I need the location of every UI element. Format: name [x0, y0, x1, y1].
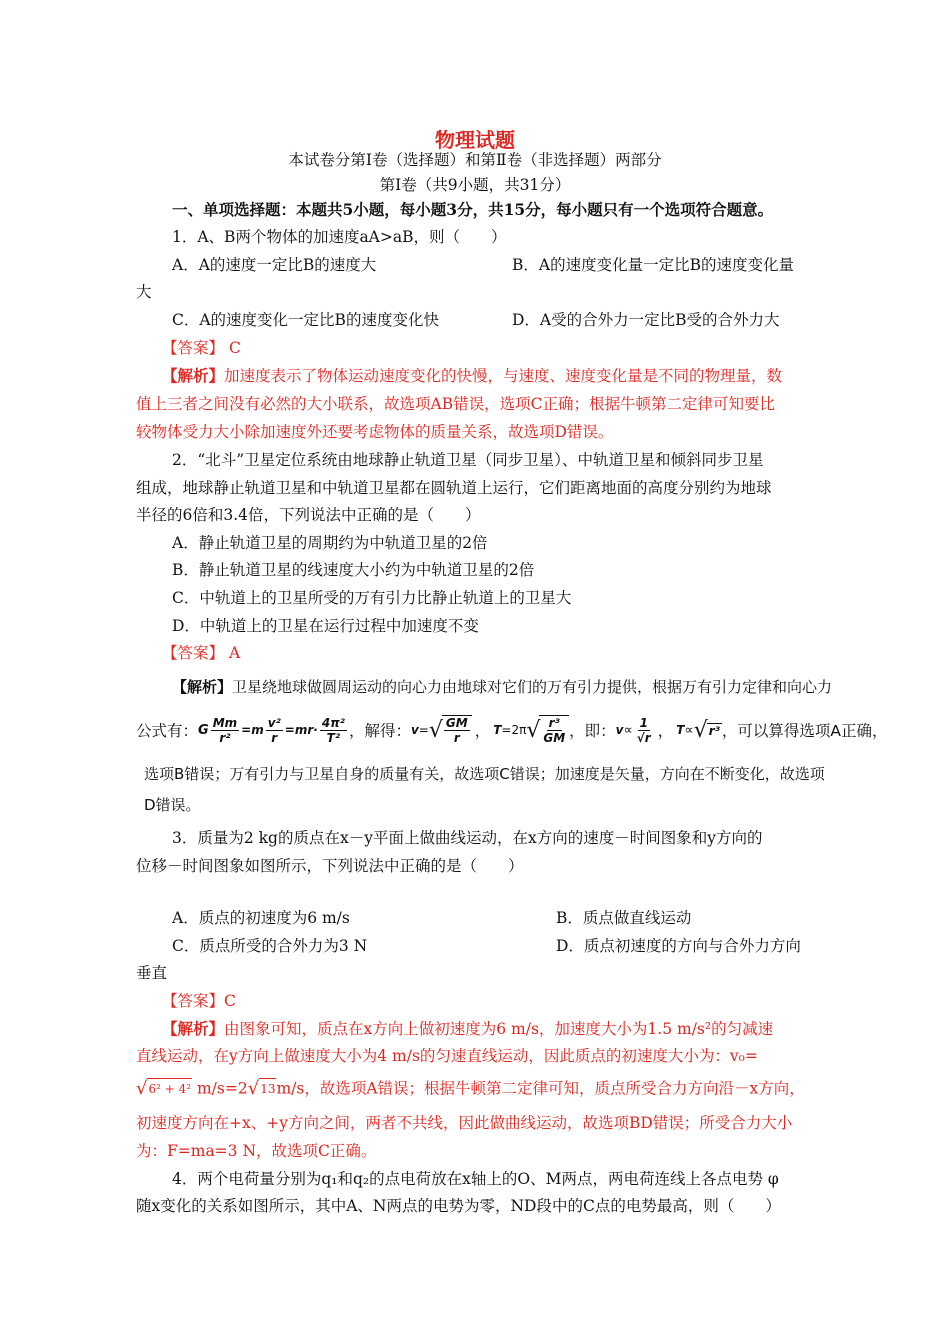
q2-formula-frac-4: $\frac{1}{√r}$	[636, 715, 651, 745]
q3-analysis-text-3d: m/s，故选项A错误；根据牛顿第二定律可知，质点所受合力方向沿－x方向，	[276, 1079, 805, 1098]
q2-formula-frac-3: $\frac{\text{4π²}}{\text{T²}}$	[321, 715, 345, 745]
q4-stem-line-2: 随x变化的关系如图所示，其中A、N两点的电势为零，ND段中的C点的电势最高，则（ ）	[136, 1197, 781, 1215]
q1-option-d: D．A受的合外力一定比B受的合外力大	[512, 311, 780, 329]
q3-sqrt-1-arg: 6² + 4²	[147, 1078, 192, 1099]
q3-sqrt-1: √ 6² + 4²	[136, 1077, 192, 1099]
subtitle: 本试卷分第Ⅰ卷（选择题）和第Ⅱ卷（非选择题）两部分	[288, 151, 662, 169]
q1-analysis-label: 【解析】	[162, 366, 225, 385]
q2-stem-line-1: 2．“北斗”卫星定位系统由地球静止轨道卫星（同步卫星）、中轨道卫星和倾斜同步卫星	[172, 451, 764, 469]
q3-answer	[162, 991, 236, 1011]
q1-option-c: C．A的速度变化一定比B的速度变化快	[172, 311, 439, 329]
q3-answer-label: 【答案】	[162, 992, 225, 1010]
q3-sqrt-2-arg: 13	[259, 1078, 276, 1099]
q3-option-d: D．质点初速度的方向与合外力方向	[556, 937, 801, 955]
q2-formula-frac-2: $\frac{\text{v²}}{r}$	[267, 715, 281, 745]
q3-analysis-text-1: 由图象可知，质点在x方向上做初速度为6 m/s，加速度大小为1.5 m/s²的匀减速	[224, 1020, 774, 1038]
q2-formula-sqrt-3: √ r³	[693, 717, 720, 743]
q2-analysis-text-1: 卫星绕地球做圆周运动的向心力由地球对它们的万有引力提供，根据万有引力定律和向心力	[232, 678, 833, 696]
part-heading: 第Ⅰ卷（共9小题，共31分）	[379, 176, 571, 194]
q1-stem: 1．A、B两个物体的加速度aA>aB，则（ ）	[172, 228, 507, 246]
q2-answer	[162, 643, 240, 663]
q2-formula-solve: ，解得：	[348, 722, 411, 740]
q2-formula-frac-1: $\frac{Mm}{\text{r²}}$	[212, 715, 238, 745]
q3-analysis-line-2: 直线运动，在y方向上做速度大小为4 m/s的匀速直线运动，因此质点的初速度大小为：v₀=	[136, 1047, 758, 1065]
q3-option-a: A．质点的初速度为6 m/s	[172, 909, 350, 927]
q3-analysis-text-3b: m/s=2	[192, 1079, 248, 1098]
q1-answer-label: 【答案】	[162, 339, 225, 357]
q2-option-d: D．中轨道上的卫星在运行过程中加速度不变	[172, 617, 479, 635]
q2-formula-sqrt-1: √ $\frac{GM}{r}$	[429, 715, 472, 745]
q2-analysis-line-1	[172, 677, 832, 697]
q1-option-b: B．A的速度变化量一定比B的速度变化量	[512, 256, 794, 274]
q3-stem-line-2: 位移－时间图象如图所示，下列说法中正确的是（ ）	[136, 857, 524, 875]
q2-formula-tail: ，可以算得选项A正确，	[721, 722, 888, 740]
q3-option-d-cont: 垂直	[136, 964, 168, 982]
q2-answer-value: A	[228, 644, 241, 662]
q2-formula-ie: ，即：	[569, 722, 616, 740]
q2-option-b: B．静止轨道卫星的线速度大小约为中轨道卫星的2倍	[172, 561, 535, 579]
q2-stem-line-2: 组成，地球静止轨道卫星和中轨道卫星都在圆轨道上运行，它们距离地面的高度分别约为地球	[136, 479, 772, 497]
q3-stem-line-1: 3．质量为2 kg的质点在x－y平面上做曲线运动，在x方向的速度－时间图象和y方向的	[172, 829, 763, 847]
q2-formula-prefix: 公式有：	[136, 722, 199, 740]
q2-option-c: C．中轨道上的卫星所受的万有引力比静止轨道上的卫星大	[172, 589, 572, 607]
page-title: 物理试题	[435, 128, 515, 152]
q2-formula-line: 公式有： G $\frac{Mm}{\text{r²}}$ = m $\frac{\text{v²}}{r}$ = mr· $\frac{\text{4π²}}{\text{T²}}$ ，解得： v = √ $\frac{GM}{r}$ ， T =2π √ $\frac{\text{r³}}{GM}$ ，即： v ∝ $\frac{1}{√r}$ ， T ∝ √ r³ ，可以算得选项A正确，	[136, 715, 888, 745]
q1-option-b-cont: 大	[136, 283, 152, 301]
q1-answer	[162, 338, 241, 358]
q1-analysis-line-2: 值上三者之间没有必然的大小联系，故选项AB错误，选项C正确；根据牛顿第二定律可知要比	[136, 395, 775, 413]
q1-analysis-line-3: 较物体受力大小除加速度外还要考虑物体的质量关系，故选项D错误。	[136, 423, 614, 441]
q1-answer-value: C	[228, 339, 241, 357]
q2-analysis-label: 【解析】	[172, 678, 233, 696]
q1-option-a: A．A的速度一定比B的速度大	[172, 256, 377, 274]
q3-answer-value: C	[224, 992, 236, 1010]
q2-option-a: A．静止轨道卫星的周期约为中轨道卫星的2倍	[172, 534, 488, 552]
q3-analysis-line-5: 为：F=ma=3 N，故选项C正确。	[136, 1142, 377, 1160]
q2-formula-sqrt-2: √ $\frac{\text{r³}}{GM}$	[526, 715, 569, 745]
q3-option-b: B．质点做直线运动	[556, 909, 692, 927]
q3-analysis-line-4: 初速度方向在+x、+y方向之间，两者不共线，因此做曲线运动，故选项BD错误；所受合力大小	[136, 1114, 793, 1132]
section-heading: 一、单项选择题：本题共5小题，每小题3分，共15分，每小题只有一个选项符合题意。	[172, 200, 774, 219]
q2-analysis-line-4: D错误。	[144, 796, 201, 814]
q2-formula-g: G	[198, 722, 209, 738]
q2-analysis-line-3: 选项B错误；万有引力与卫星自身的质量有关，故选项C错误；加速度是矢量，方向在不断变化，故选项	[144, 765, 825, 783]
q1-analysis-text-1: 加速度表示了物体运动速度变化的快慢，与速度、速度变化量是不同的物理量，数	[224, 367, 783, 385]
q3-analysis-line-3	[136, 1078, 805, 1099]
q3-sqrt-2: √ 13	[247, 1077, 276, 1099]
q3-analysis-label: 【解析】	[162, 1019, 225, 1038]
q3-option-c: C．质点所受的合外力为3 N	[172, 937, 368, 955]
q2-stem-line-3: 半径的6倍和3.4倍，下列说法中正确的是（ ）	[136, 506, 481, 524]
q3-analysis-line-1	[162, 1019, 773, 1039]
q1-analysis-line-1	[162, 366, 782, 386]
q4-stem-line-1: 4．两个电荷量分别为q₁和q₂的点电荷放在x轴上的O、M两点，两电荷连线上各点电势 φ	[172, 1170, 779, 1188]
q2-answer-label: 【答案】	[162, 644, 225, 662]
